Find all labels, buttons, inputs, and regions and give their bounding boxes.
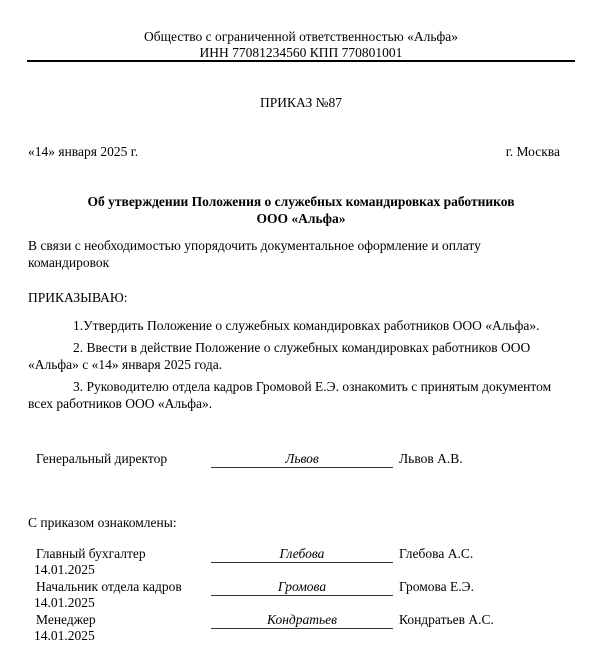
signer-signature-line — [211, 595, 393, 596]
order-item-3-line2: всех работников ООО «Альфа». — [28, 396, 213, 411]
director-signature: Львов — [285, 451, 319, 466]
order-subject-line1: Об утверждении Положения о служебных командировках работников — [87, 194, 515, 209]
order-subject-line2: ООО «Альфа» — [256, 211, 346, 226]
signer-position: Главный бухгалтер — [36, 546, 146, 561]
signer-name: Глебова А.С. — [399, 546, 474, 561]
director-name: Львов А.В. — [399, 451, 463, 466]
signer-position: Начальник отдела кадров — [36, 579, 182, 594]
order-item-1: 1.Утвердить Положение о служебных командировках работников ООО «Альфа». — [73, 318, 540, 333]
org-inn-kpp: ИНН 77081234560 КПП 770801001 — [199, 45, 403, 60]
signer-signature: Глебова — [279, 546, 325, 561]
order-city: г. Москва — [505, 144, 560, 159]
header-divider — [27, 60, 575, 62]
signer-position: Менеджер — [36, 612, 96, 627]
signer-name: Громова Е.Э. — [399, 579, 474, 594]
order-command: ПРИКАЗЫВАЮ: — [28, 290, 128, 305]
signer-signature-line — [211, 562, 393, 563]
signer-signature: Громова — [277, 579, 327, 594]
director-position: Генеральный директор — [36, 451, 168, 466]
order-item-3-line1: 3. Руководителю отдела кадров Громовой Е.Э. ознакомить с принятым документом — [73, 379, 552, 394]
signer-signature: Кондратьев — [267, 612, 337, 627]
signer-name: Кондратьев А.С. — [399, 612, 494, 627]
preamble-line1: В связи с необходимостью упорядочить документальное оформление и оплату — [28, 238, 481, 253]
order-date: «14» января 2025 г. — [28, 144, 139, 159]
signer-date: 14.01.2025 — [34, 628, 95, 643]
org-name: Общество с ограниченной ответственностью «Альфа» — [144, 29, 458, 44]
preamble-line2: командировок — [28, 255, 110, 270]
order-item-2-line2: «Альфа» с «14» января 2025 года. — [28, 357, 223, 372]
signer-signature-line — [211, 628, 393, 629]
order-title: ПРИКАЗ №87 — [260, 95, 342, 110]
signer-date: 14.01.2025 — [34, 562, 95, 577]
director-signature-line — [211, 467, 393, 468]
acknowledgement-label: С приказом ознакомлены: — [28, 515, 177, 530]
signer-date: 14.01.2025 — [34, 595, 95, 610]
order-item-2-line1: 2. Ввести в действие Положение о служебных командировках работников ООО — [73, 340, 531, 355]
